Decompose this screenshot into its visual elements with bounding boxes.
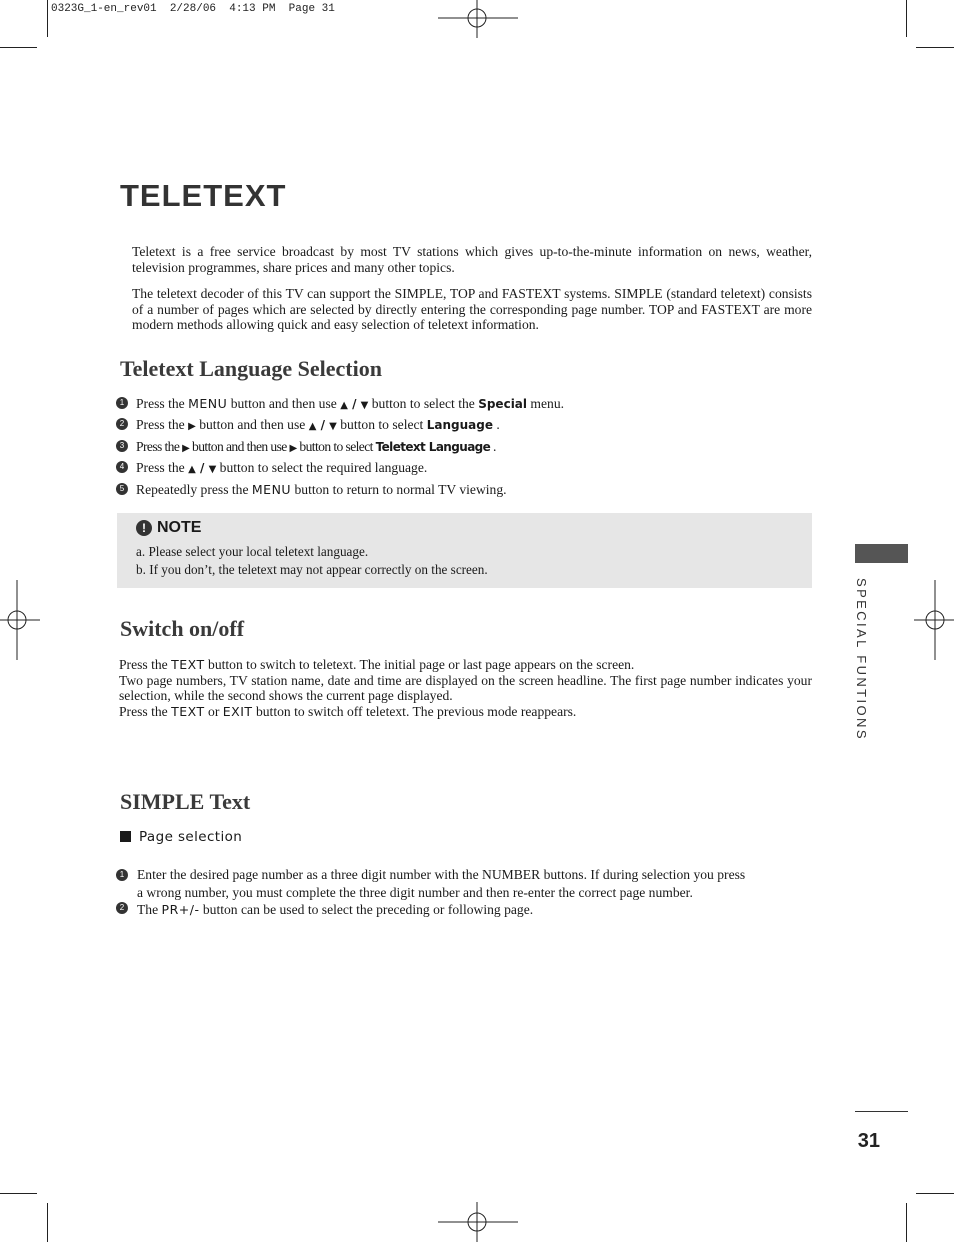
registration-mark-left (0, 580, 40, 660)
right-arrow-icon: ▶ (188, 421, 196, 432)
note-line-b: b. If you don’t, the teletext may not appear correctly on the screen. (136, 562, 488, 577)
registration-mark-right (914, 580, 954, 660)
switch-section-heading: Switch on/off (120, 616, 245, 641)
down-arrow-icon: ▼ (329, 421, 337, 432)
text-key-label: TEXT (171, 657, 205, 672)
crop-mark-bottom-left-v (47, 1203, 48, 1242)
note-title: NOTE (157, 519, 202, 536)
crop-mark-top-left-h (0, 47, 37, 48)
step-text: The PR+/- button can be used to select the preceding or following page. (137, 902, 534, 917)
right-arrow-icon: ▶ (182, 443, 190, 454)
special-menu-label: Special (478, 397, 528, 411)
up-arrow-icon: ▲ (308, 421, 317, 432)
step-number-badge: 1 (116, 397, 128, 409)
crop-mark-top-right-v (906, 0, 907, 37)
page-selection-subheading: Page selection (139, 829, 243, 845)
note-box (117, 513, 812, 588)
up-arrow-icon: ▲ (340, 400, 348, 411)
intro-paragraph-2: The teletext decoder of this TV can support the SIMPLE, TOP and FASTEXT systems. SIMPLE (standard teletext) consists of a number of pages which are selected by directly entering the corresponding page number. TOP and FASTEXT are more modern methods allowing quick and easy selection of teletext information. (132, 286, 812, 333)
section-tab-marker (855, 544, 908, 563)
menu-key-label: MENU (251, 482, 292, 497)
switch-section-body (119, 657, 812, 719)
crop-mark-top-right-h (916, 47, 954, 48)
registration-mark-bottom (438, 1202, 518, 1242)
step-number-badge: 1 (116, 869, 128, 881)
step-number-badge: 5 (116, 483, 128, 495)
step-number-badge: 2 (116, 418, 128, 430)
note-line-a: a. Please select your local teletext language. (136, 544, 369, 559)
page-number: 31 (857, 1130, 880, 1152)
page-number-rule (855, 1111, 908, 1112)
crop-mark-bottom-right-v (906, 1203, 907, 1242)
intro-paragraph-1: Teletext is a free service broadcast by most TV stations which gives up-to-the-minute information on news, weather, television programmes, share prices and many other topics. (132, 244, 812, 275)
crop-mark-top-left-v (47, 0, 48, 37)
registration-mark-top (438, 0, 518, 40)
step-text: Enter the desired page number as a three digit number with the NUMBER buttons. If during selection you press a wrong number, you must complete the three digit number and then re-enter the correct page number. (137, 867, 746, 900)
sidebar-section-label: SPECIAL FUNTIONS (854, 578, 869, 741)
crop-mark-bottom-right-h (916, 1193, 954, 1194)
language-section-heading: Teletext Language Selection (120, 356, 382, 381)
exit-key-label: EXIT (222, 703, 253, 719)
simple-section-heading: SIMPLE Text (120, 789, 251, 814)
step-number-badge: 4 (116, 461, 128, 473)
pr-key-label: PR+/- (161, 902, 200, 917)
step-text: Press the MENU button and then use ▲ / ▼ button to select the Special menu. (136, 396, 565, 411)
step-number-badge: 2 (116, 902, 128, 914)
language-menu-label: Language (426, 418, 493, 432)
print-header: 0323G_1-en_rev01 2/28/06 4:13 PM Page 31 (51, 3, 335, 15)
switch-line-4: Press the TEXT or EXIT button to switch off teletext. The previous mode reappears. (119, 703, 577, 719)
text-key-label: TEXT (171, 703, 205, 719)
switch-paragraph-2: Two page numbers, TV station name, date and time are displayed on the screen headline. The first page number indicates your selection, while the second shows the current page displayed. (119, 672, 812, 704)
step-text: Repeatedly press the MENU button to return to normal TV viewing. (136, 482, 507, 497)
step-number-badge: 3 (116, 440, 128, 452)
step-text: Press the ▶ button and then use ▶ button to select Teletext Language . (136, 439, 496, 454)
switch-line-1: Press the TEXT button to switch to teletext. The initial page or last page appears on the screen. (119, 657, 635, 672)
page-title: TELETEXT (120, 178, 287, 213)
square-bullet-icon (120, 831, 131, 842)
teletext-language-menu-label: Teletext Language (375, 440, 491, 454)
right-arrow-icon: ▶ (289, 443, 297, 454)
down-arrow-icon: ▼ (208, 464, 217, 475)
crop-mark-bottom-left-h (0, 1193, 37, 1194)
step-text: Press the ▲ / ▼ button to select the required language. (136, 460, 428, 475)
step-text: Press the ▶ button and then use ▲ / ▼ button to select Language . (136, 417, 500, 432)
up-arrow-icon: ▲ (188, 464, 196, 475)
menu-key-label: MENU (188, 396, 228, 411)
down-arrow-icon: ▼ (360, 400, 369, 411)
exclamation-icon: ! (136, 520, 152, 536)
